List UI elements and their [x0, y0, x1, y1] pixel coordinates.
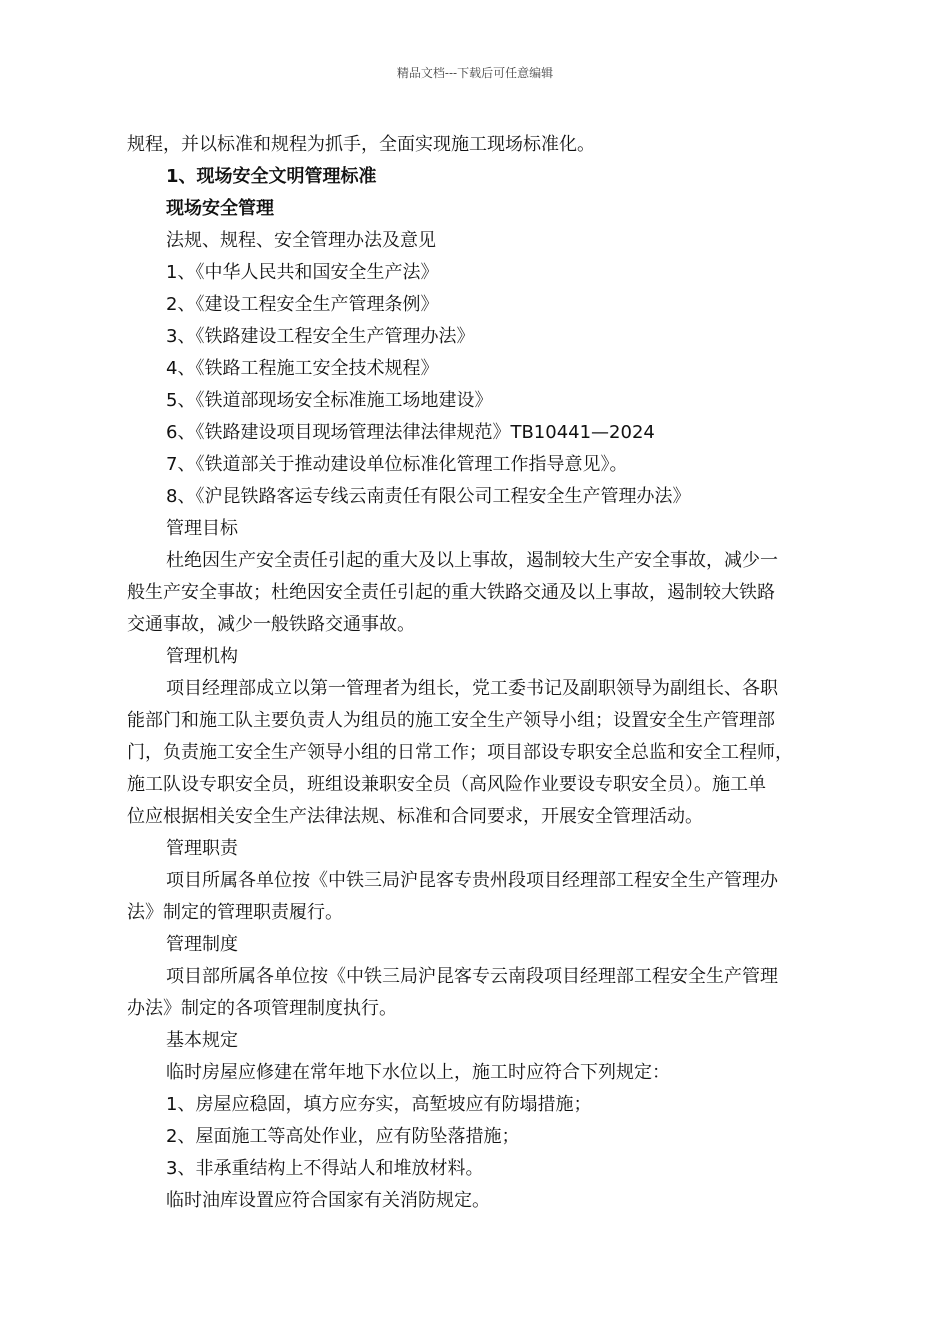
duty-text-line: 项目所属各单位按《中铁三局沪昆客专贵州段项目经理部工程安全生产管理办 [166, 870, 778, 891]
rules-item: 3、非承重结构上不得站人和堆放材料。 [166, 1158, 484, 1179]
laws-heading: 法规、规程、安全管理办法及意见 [166, 230, 436, 251]
law-item: 7、《铁道部关于推动建设单位标准化管理工作指导意见》。 [166, 454, 628, 475]
goal-text-line: 般生产安全事故；杜绝因安全责任引起的重大铁路交通及以上事故，遏制较大铁路 [127, 582, 775, 603]
rules-item: 1、房屋应稳固，填方应夯实，高堑坡应有防塌措施； [166, 1094, 592, 1115]
org-text-line: 位应根据相关安全生产法律法规、标准和合同要求，开展安全管理活动。 [127, 806, 703, 827]
document-body [127, 129, 827, 1217]
page-header: 精品文档---下载后可任意编辑 [396, 66, 554, 80]
law-item: 8、《沪昆铁路客运专线云南责任有限公司工程安全生产管理办法》 [166, 486, 691, 507]
system-text-line: 办法》制定的各项管理制度执行。 [127, 998, 397, 1019]
rules-item: 临时房屋应修建在常年地下水位以上，施工时应符合下列规定： [166, 1062, 670, 1083]
duty-heading: 管理职责 [166, 838, 238, 859]
law-item: 1、《中华人民共和国安全生产法》 [166, 262, 439, 283]
goal-text-line: 交通事故，减少一般铁路交通事故。 [127, 614, 415, 635]
goal-text-line: 杜绝因生产安全责任引起的重大及以上事故，遏制较大生产安全事故，减少一 [166, 550, 778, 571]
system-heading: 管理制度 [166, 934, 238, 955]
org-text-line: 项目经理部成立以第一管理者为组长，党工委书记及副职领导为副组长、各职 [166, 678, 778, 699]
section-title: 1、现场安全文明管理标准 [166, 166, 377, 187]
subsection-title: 现场安全管理 [166, 198, 274, 219]
system-text-line: 项目部所属各单位按《中铁三局沪昆客专云南段项目经理部工程安全生产管理 [166, 966, 778, 987]
law-item: 3、《铁路建设工程安全生产管理办法》 [166, 326, 475, 347]
law-item: 4、《铁路工程施工安全技术规程》 [166, 358, 439, 379]
duty-text-line: 法》制定的管理职责履行。 [127, 902, 343, 923]
org-text-line: 能部门和施工队主要负责人为组员的施工安全生产领导小组；设置安全生产管理部 [127, 710, 775, 731]
org-text-line: 门，负责施工安全生产领导小组的日常工作；项目部设专职安全总监和安全工程师， [127, 742, 793, 763]
org-heading: 管理机构 [166, 646, 238, 667]
law-item: 6、《铁路建设项目现场管理法律法律规范》TB10441—2024 [166, 422, 655, 443]
law-item: 2、《建设工程安全生产管理条例》 [166, 294, 439, 315]
rules-heading: 基本规定 [166, 1030, 238, 1051]
rules-item: 临时油库设置应符合国家有关消防规定。 [166, 1190, 490, 1211]
intro-line: 规程，并以标准和规程为抓手，全面实现施工现场标准化。 [127, 134, 595, 155]
rules-item: 2、屋面施工等高处作业，应有防坠落措施； [166, 1126, 520, 1147]
goal-heading: 管理目标 [166, 518, 238, 539]
org-text-line: 施工队设专职安全员，班组设兼职安全员（高风险作业要设专职安全员）。施工单 [127, 774, 766, 795]
law-item: 5、《铁道部现场安全标准施工场地建设》 [166, 390, 493, 411]
